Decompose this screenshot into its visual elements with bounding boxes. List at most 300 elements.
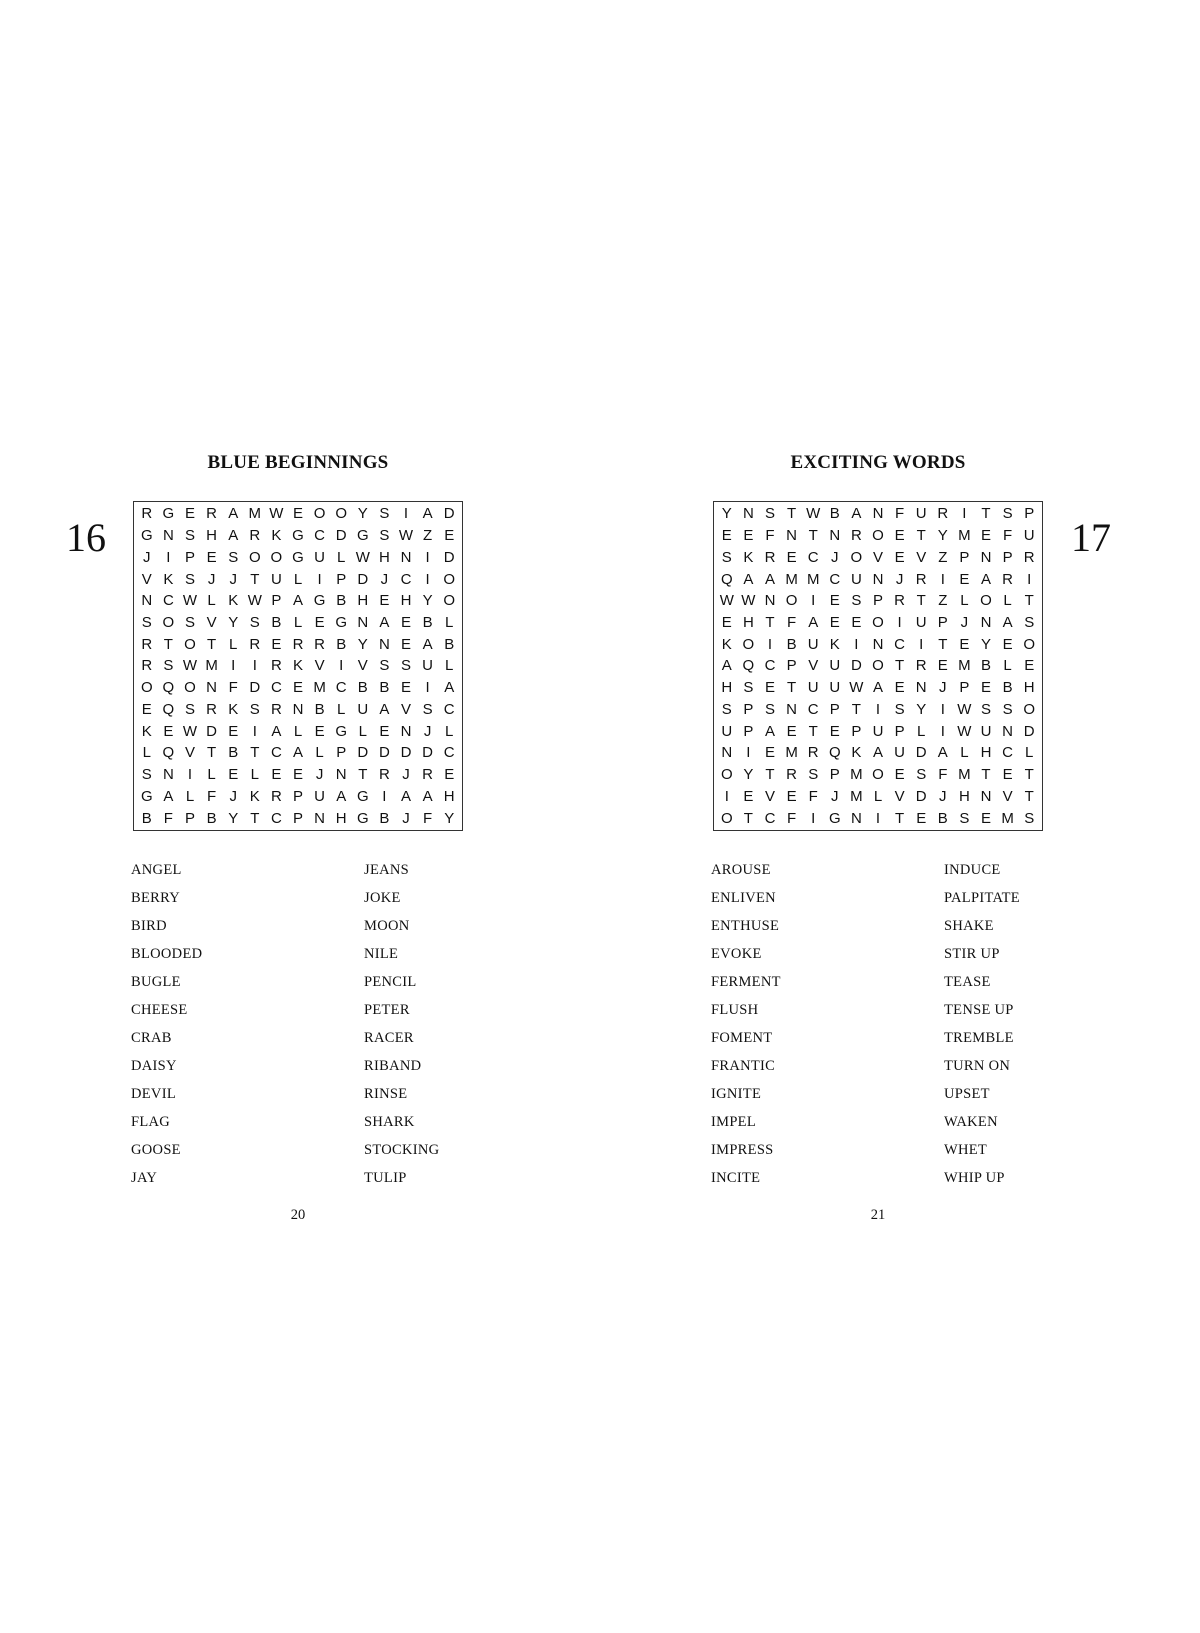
word-list-item: TURN ON [944, 1058, 1011, 1074]
puzzle-title: EXCITING WORDS [790, 452, 966, 473]
grid-letter: O [184, 679, 196, 697]
grid-letter: O [742, 635, 755, 653]
word-list-item: ENTHUSE [711, 918, 780, 934]
grid-letter: P [829, 766, 840, 784]
grid-letter: A [228, 505, 239, 523]
grid-letter: U [270, 570, 282, 588]
grid-letter: E [980, 527, 991, 545]
grid-letter: U [721, 722, 733, 740]
grid-letter: F [808, 787, 818, 805]
grid-letter: S [379, 657, 390, 675]
grid-letter: L [250, 766, 259, 784]
grid-letter: H [443, 787, 455, 805]
word-list-item: PENCIL [364, 974, 417, 990]
grid-letter: A [872, 679, 883, 697]
grid-letter: E [829, 592, 840, 610]
grid-letter: A [764, 722, 775, 740]
grid-letter: B [444, 635, 455, 653]
grid-letter: P [184, 809, 195, 827]
grid-letter: N [400, 548, 412, 566]
grid-letter: E [379, 592, 390, 610]
word-list-item: TREMBLE [944, 1030, 1014, 1046]
grid-letter: I [940, 700, 945, 718]
grid-letter: R [915, 570, 927, 588]
grid-letter: L [337, 700, 346, 718]
word-list-item: IMPEL [711, 1114, 756, 1130]
grid-letter: B [336, 592, 347, 610]
grid-letter: J [402, 766, 410, 784]
grid-letter: K [228, 700, 239, 718]
grid-letter: Y [916, 700, 927, 718]
grid-letter: L [1003, 592, 1012, 610]
grid-letter: U [829, 679, 841, 697]
grid-letter: V [872, 548, 883, 566]
grid-letter: J [229, 787, 237, 805]
grid-letter: T [1024, 766, 1034, 784]
grid-letter: I [811, 809, 816, 827]
grid-letter: D [1023, 722, 1035, 740]
grid-letter: I [767, 635, 773, 653]
grid-letter: N [872, 635, 884, 653]
grid-letter: E [271, 635, 282, 653]
word-list-item: NILE [364, 946, 399, 962]
grid-letter: Z [938, 548, 948, 566]
grid-letter: B [937, 809, 948, 827]
grid-letter: E [937, 657, 948, 675]
grid-letter: G [335, 614, 348, 632]
grid-letter: P [786, 657, 797, 675]
grid-letter: J [939, 787, 947, 805]
grid-letter: O [872, 657, 884, 675]
grid-letter: R [764, 548, 776, 566]
grid-letter: U [314, 548, 326, 566]
grid-letter: R [249, 527, 261, 545]
grid-letter: G [162, 505, 175, 523]
grid-letter: S [851, 592, 862, 610]
grid-letter: P [336, 570, 347, 588]
grid-letter: E [1002, 635, 1013, 653]
right-page [600, 0, 1200, 1633]
grid-letter: R [937, 505, 949, 523]
grid-letter: E [184, 505, 195, 523]
grid-letter: E [400, 635, 411, 653]
grid-letter: O [162, 614, 175, 632]
letter-grid [133, 501, 463, 831]
word-list-item: BUGLE [131, 974, 181, 990]
grid-letter: H [335, 809, 347, 827]
grid-letter: T [938, 635, 948, 653]
grid-letter: S [1002, 505, 1013, 523]
grid-letter: F [423, 809, 433, 827]
page-number: 21 [870, 1207, 886, 1223]
grid-letter: D [915, 787, 927, 805]
word-list-item: MOON [364, 918, 410, 934]
grid-letter: D [249, 679, 261, 697]
word-list-item: RINSE [364, 1086, 408, 1102]
grid-letter: Q [162, 744, 175, 762]
word-list [711, 856, 1041, 1192]
grid-letter: F [895, 505, 905, 523]
grid-letter: L [293, 722, 303, 740]
grid-letter: U [872, 722, 884, 740]
grid-letter: K [829, 635, 840, 653]
grid-letter: B [336, 635, 347, 653]
grid-letter: I [962, 505, 967, 523]
grid-letter: R [141, 505, 153, 523]
grid-letter: H [721, 679, 733, 697]
grid-letter: T [916, 592, 926, 610]
grid-letter: R [206, 700, 218, 718]
grid-letter: G [140, 787, 153, 805]
grid-letter: W [182, 657, 198, 675]
grid-letter: P [743, 700, 754, 718]
grid-letter: T [808, 722, 818, 740]
grid-letter: S [184, 527, 195, 545]
grid-letter: E [743, 527, 754, 545]
grid-letter: I [317, 570, 322, 588]
grid-letter: O [720, 809, 733, 827]
grid-letter: L [185, 787, 195, 805]
grid-letter: W [247, 592, 262, 610]
grid-letter: E [400, 679, 411, 697]
grid-letter: A [292, 744, 303, 762]
grid-letter: K [228, 592, 239, 610]
grid-letter: M [785, 744, 798, 762]
grid-letter: S [1024, 809, 1035, 827]
grid-letter: P [743, 722, 754, 740]
grid-letter: E [829, 614, 840, 632]
grid-letter: A [228, 527, 239, 545]
grid-letter: N [915, 679, 927, 697]
grid-letter: P [184, 548, 195, 566]
word-list-item: FLAG [131, 1114, 171, 1130]
word-list-item: TENSE UP [944, 1002, 1014, 1018]
grid-letter: I [252, 657, 257, 675]
grid-letter: S [379, 527, 390, 545]
grid-letter: N [872, 570, 884, 588]
grid-letter: E [743, 787, 754, 805]
grid-letter: M [850, 766, 863, 784]
grid-letter: Z [938, 592, 948, 610]
grid-letter: Z [423, 527, 433, 545]
grid-letter: C [807, 700, 819, 718]
word-list-item: GOOSE [131, 1142, 181, 1158]
grid-letter: V [357, 657, 368, 675]
grid-letter: K [249, 787, 260, 805]
grid-letter: E [314, 614, 325, 632]
grid-letter: W [957, 700, 972, 718]
grid-letter: U [915, 505, 927, 523]
grid-letter: M [958, 657, 971, 675]
grid-letter: V [400, 700, 411, 718]
grid-letter: A [851, 505, 862, 523]
grid-letter: C [894, 635, 906, 653]
grid-letter: I [403, 505, 409, 523]
grid-letter: Y [721, 505, 732, 523]
grid-letter: O [872, 614, 884, 632]
grid-letter: E [444, 766, 455, 784]
grid-letter: O [785, 592, 798, 610]
grid-letter: I [919, 635, 924, 653]
grid-letter: M [958, 766, 971, 784]
grid-letter: I [425, 570, 430, 588]
grid-letter: N [742, 505, 754, 523]
grid-letter: R [915, 657, 927, 675]
grid-letter: L [358, 722, 367, 740]
grid-letter: U [894, 744, 906, 762]
grid-letter: S [764, 700, 775, 718]
grid-letter: E [894, 766, 905, 784]
grid-letter: S [721, 548, 732, 566]
grid-letter: V [314, 657, 325, 675]
grid-letter: R [270, 657, 282, 675]
grid-letter: T [787, 679, 797, 697]
grid-letter: E [444, 527, 455, 545]
grid-letter: B [422, 614, 433, 632]
grid-letter: A [422, 787, 433, 805]
grid-letter: Y [743, 766, 754, 784]
grid-letter: K [292, 657, 303, 675]
grid-letter: K [163, 570, 174, 588]
grid-letter: O [443, 570, 456, 588]
grid-letter: U [357, 700, 369, 718]
grid-letter: O [140, 679, 153, 697]
grid-letter: L [207, 592, 216, 610]
grid-letter: S [163, 657, 174, 675]
word-list-item: FLUSH [711, 1002, 759, 1018]
grid-letter: O [980, 592, 992, 610]
grid-letter: T [358, 766, 368, 784]
grid-letter: I [746, 744, 751, 762]
grid-letter: B [314, 700, 325, 718]
grid-letter: L [445, 614, 454, 632]
grid-letter: L [445, 722, 454, 740]
grid-letter: E [959, 635, 970, 653]
grid-letter: Q [742, 657, 755, 675]
grid-letter: B [379, 679, 390, 697]
grid-letter: I [811, 592, 816, 610]
grid-letter: S [1024, 614, 1035, 632]
word-list-item: WAKEN [944, 1114, 998, 1130]
grid-letter: T [895, 809, 905, 827]
grid-letter: V [1002, 787, 1013, 805]
grid-letter: W [269, 505, 284, 523]
grid-letter: M [205, 657, 218, 675]
grid-letter: A [721, 657, 732, 675]
grid-letter: N [206, 679, 218, 697]
grid-letter: N [400, 722, 412, 740]
grid-letter: T [163, 635, 173, 653]
grid-letter: E [851, 614, 862, 632]
grid-letter: C [270, 809, 282, 827]
grid-letter: Q [162, 700, 175, 718]
grid-letter: L [293, 614, 303, 632]
word-list-item: INCITE [711, 1170, 761, 1186]
grid-letter: W [849, 679, 864, 697]
grid-letter: R [807, 744, 819, 762]
grid-letter: T [207, 744, 217, 762]
grid-letter: R [270, 787, 282, 805]
grid-letter: G [356, 809, 369, 827]
puzzle-number: 16 [66, 515, 106, 560]
grid-letter: H [400, 592, 412, 610]
grid-letter: A [336, 787, 347, 805]
grid-letter: J [207, 570, 216, 588]
word-list-item: FOMENT [711, 1030, 773, 1046]
grid-letter: T [765, 614, 775, 632]
grid-letter: E [894, 679, 905, 697]
grid-letter: B [379, 809, 390, 827]
grid-letter: L [960, 744, 969, 762]
grid-letter: E [980, 809, 991, 827]
grid-letter: C [443, 744, 455, 762]
grid-letter: L [445, 657, 454, 675]
word-list-item: STIR UP [944, 946, 1000, 962]
grid-letter: O [335, 505, 348, 523]
grid-letter: D [335, 527, 347, 545]
grid-letter: N [314, 809, 326, 827]
grid-letter: O [1023, 635, 1036, 653]
grid-letter: U [850, 570, 862, 588]
grid-letter: G [313, 592, 326, 610]
grid-letter: R [206, 505, 218, 523]
grid-letter: S [141, 614, 152, 632]
grid-letter: S [184, 570, 195, 588]
grid-letter: E [916, 809, 927, 827]
grid-letter: B [980, 657, 991, 675]
grid-letter: T [895, 657, 905, 675]
grid-letter: R [141, 635, 153, 653]
grid-letter: B [206, 809, 217, 827]
grid-letter: N [1002, 722, 1014, 740]
grid-letter: V [916, 548, 927, 566]
grid-letter: T [250, 570, 260, 588]
grid-letter: K [721, 635, 732, 653]
grid-letter: R [1023, 548, 1035, 566]
grid-letter: I [339, 657, 344, 675]
grid-letter: N [980, 548, 992, 566]
grid-letter: E [1024, 657, 1035, 675]
grid-letter: I [382, 787, 387, 805]
grid-letter: R [249, 635, 261, 653]
word-list-item: ENLIVEN [711, 890, 776, 906]
grid-letter: T [1024, 787, 1034, 805]
grid-letter: A [1002, 614, 1013, 632]
grid-letter: P [1002, 548, 1013, 566]
grid-letter: K [743, 548, 754, 566]
word-list-item: STOCKING [364, 1142, 440, 1158]
grid-letter: P [829, 700, 840, 718]
grid-letter: J [143, 548, 151, 566]
grid-letter: D [443, 548, 455, 566]
grid-letter: J [402, 809, 410, 827]
grid-letter: C [829, 570, 841, 588]
grid-letter: M [850, 787, 863, 805]
grid-letter: R [378, 766, 390, 784]
grid-letter: E [163, 722, 174, 740]
grid-letter: Y [357, 505, 368, 523]
grid-letter: P [959, 548, 970, 566]
grid-letter: E [959, 570, 970, 588]
grid-letter: V [808, 657, 819, 675]
grid-letter: P [292, 809, 303, 827]
word-list-item: BERRY [131, 890, 181, 906]
grid-letter: A [808, 614, 819, 632]
grid-letter: D [915, 744, 927, 762]
grid-letter: H [980, 744, 992, 762]
grid-letter: K [271, 527, 282, 545]
grid-letter: I [940, 570, 945, 588]
grid-letter: A [743, 570, 754, 588]
word-list-item: BIRD [131, 918, 167, 934]
grid-letter: S [980, 700, 991, 718]
grid-letter: E [228, 722, 239, 740]
grid-letter: R [292, 635, 304, 653]
grid-letter: J [939, 679, 947, 697]
grid-letter: H [958, 787, 970, 805]
grid-letter: S [184, 700, 195, 718]
grid-letter: S [916, 766, 927, 784]
grid-letter: E [1002, 766, 1013, 784]
letter-grid [713, 501, 1043, 831]
grid-letter: E [141, 700, 152, 718]
grid-letter: S [400, 657, 411, 675]
grid-letter: B [786, 635, 797, 653]
word-list-item: DAISY [131, 1058, 177, 1074]
grid-letter: T [787, 505, 797, 523]
grid-letter: C [162, 592, 174, 610]
grid-letter: N [850, 809, 862, 827]
grid-letter: A [872, 744, 883, 762]
grid-letter: D [422, 744, 434, 762]
word-list-item: PALPITATE [944, 890, 1020, 906]
grid-letter: A [400, 787, 411, 805]
grid-letter: A [980, 570, 991, 588]
puzzle-number: 17 [1071, 515, 1111, 560]
grid-letter: I [166, 548, 171, 566]
grid-letter: L [293, 570, 303, 588]
grid-letter: S [743, 679, 754, 697]
grid-letter: L [1025, 744, 1034, 762]
grid-letter: Y [422, 592, 433, 610]
grid-letter: J [960, 614, 969, 632]
word-list-item: WHIP UP [944, 1170, 1005, 1186]
grid-letter: U [807, 679, 819, 697]
grid-letter: R [1002, 570, 1014, 588]
grid-letter: W [182, 592, 198, 610]
grid-letter: L [229, 635, 238, 653]
grid-letter: S [894, 700, 905, 718]
grid-letter: D [400, 744, 412, 762]
grid-letter: E [894, 527, 905, 545]
grid-letter: E [786, 722, 797, 740]
word-list [131, 856, 461, 1192]
grid-letter: P [271, 592, 282, 610]
grid-letter: D [206, 722, 218, 740]
grid-letter: M [248, 505, 262, 523]
grid-letter: F [207, 787, 217, 805]
grid-letter: N [378, 635, 390, 653]
grid-letter: E [292, 766, 303, 784]
grid-letter: Y [228, 809, 239, 827]
grid-letter: M [806, 570, 820, 588]
grid-letter: B [228, 744, 239, 762]
grid-letter: W [355, 548, 370, 566]
grid-letter: G [828, 809, 841, 827]
grid-letter: N [292, 700, 304, 718]
grid-letter: V [184, 744, 195, 762]
grid-letter: E [292, 505, 303, 523]
